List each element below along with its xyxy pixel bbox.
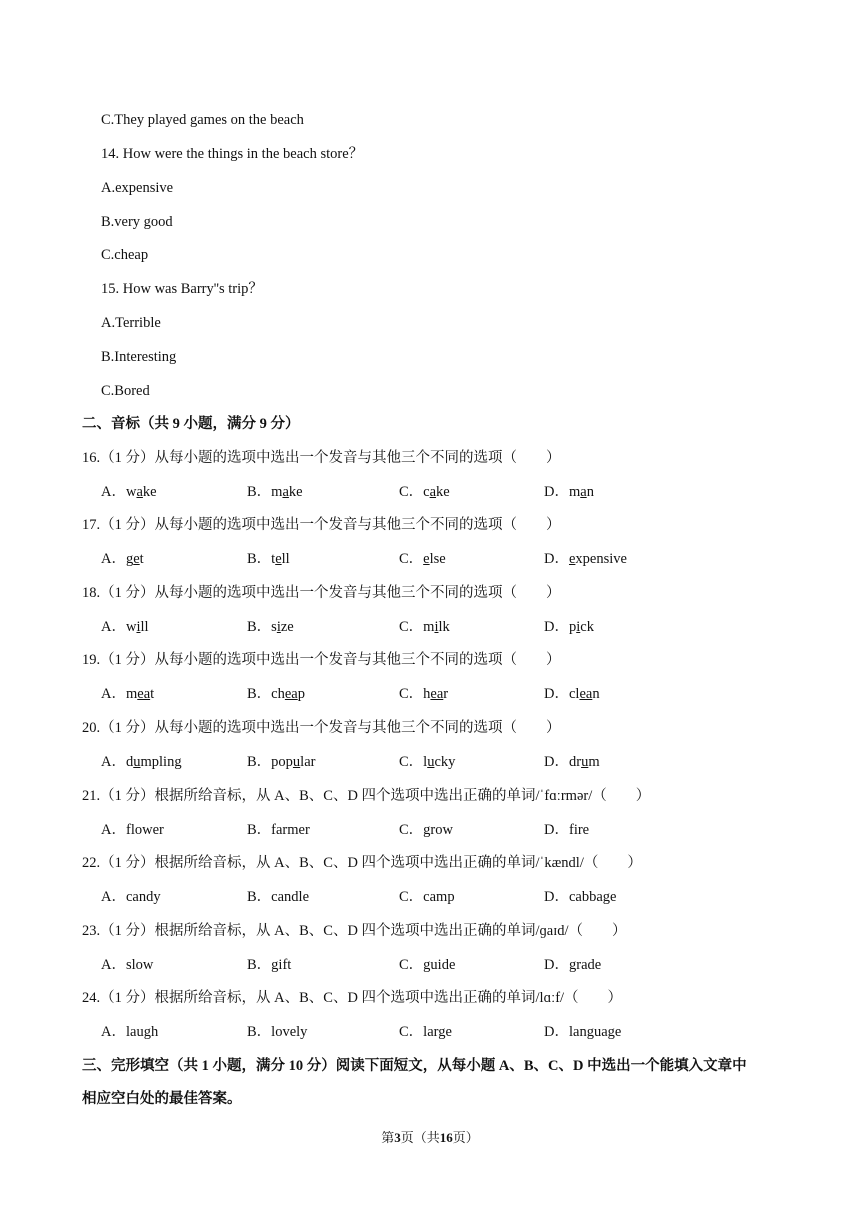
answer-option bbox=[544, 684, 600, 704]
footer-text: 第 bbox=[381, 1130, 395, 1145]
answer-option bbox=[247, 684, 305, 704]
option-label: D． bbox=[544, 822, 569, 838]
question-stem: 20.（1 分）从每小题的选项中选出一个发音与其他三个不同的选项（ ） bbox=[82, 720, 561, 736]
page-number: 3 bbox=[394, 1130, 401, 1145]
option-label: D． bbox=[544, 686, 569, 702]
option-word-part: gift bbox=[271, 957, 292, 973]
question-line: 14. How were the things in the beach store？ bbox=[101, 146, 364, 162]
answer-option bbox=[399, 955, 455, 975]
answer-option bbox=[399, 820, 453, 840]
answer-option bbox=[247, 752, 315, 772]
option-label: A． bbox=[101, 619, 126, 635]
answer-option bbox=[101, 955, 153, 975]
option-label: C． bbox=[399, 551, 424, 567]
underlined-letters: i bbox=[576, 619, 581, 635]
option-word-part: lse bbox=[429, 551, 446, 567]
question-line: C.Bored bbox=[101, 383, 150, 399]
option-word-part: ck bbox=[580, 619, 594, 635]
question-line: B.Interesting bbox=[101, 349, 177, 365]
option-word-part: m bbox=[568, 484, 581, 500]
option-label: C． bbox=[399, 619, 424, 635]
option-word-part: t bbox=[139, 551, 144, 567]
footer-text: 页（共 bbox=[400, 1130, 440, 1145]
option-label: B． bbox=[247, 889, 272, 905]
option-word-part: g bbox=[125, 551, 134, 567]
option-word-part: ke bbox=[288, 484, 303, 500]
option-label: C． bbox=[399, 1024, 424, 1040]
answer-option bbox=[399, 752, 455, 772]
option-label: C． bbox=[399, 822, 424, 838]
option-word-part: xpensive bbox=[575, 551, 627, 567]
underlined-letters: e bbox=[133, 551, 140, 567]
option-word-part: dr bbox=[568, 754, 582, 770]
option-label: B． bbox=[247, 822, 272, 838]
option-word-part: grade bbox=[568, 957, 602, 973]
underlined-letters: a bbox=[580, 484, 587, 500]
option-word-part: ze bbox=[280, 619, 294, 635]
option-label: D． bbox=[544, 551, 569, 567]
answer-option bbox=[247, 617, 294, 637]
underlined-letters: ea bbox=[579, 686, 593, 702]
answer-option bbox=[101, 820, 164, 840]
question-line: C.cheap bbox=[101, 247, 149, 263]
option-label: B． bbox=[247, 957, 272, 973]
option-word-part: m bbox=[271, 484, 283, 500]
answer-option bbox=[247, 1022, 307, 1042]
answer-option bbox=[247, 887, 309, 907]
answer-option bbox=[544, 549, 627, 569]
answer-option bbox=[101, 1022, 158, 1042]
option-word-part: p bbox=[297, 686, 305, 702]
question-stem: 23.（1 分）根据所给音标，从 A、B、C、D 四个选项中选出正确的单词/ɡaɪd/（ ） bbox=[82, 923, 627, 939]
option-word-part: candy bbox=[125, 889, 161, 905]
option-label: D． bbox=[544, 957, 569, 973]
answer-option bbox=[544, 1022, 621, 1042]
option-word-part: grow bbox=[423, 822, 453, 838]
option-label: B． bbox=[247, 1024, 272, 1040]
answer-option bbox=[101, 617, 149, 637]
option-word-part: m bbox=[423, 619, 435, 635]
option-label: A． bbox=[101, 1024, 126, 1040]
option-word-part: w bbox=[125, 619, 137, 635]
option-word-part: farmer bbox=[271, 822, 310, 838]
underlined-letters: u bbox=[581, 754, 589, 770]
question-stem: 21.（1 分）根据所给音标，从 A、B、C、D 四个选项中选出正确的单词/ˈfɑːrmər/（ ） bbox=[82, 788, 651, 804]
option-word-part: laugh bbox=[125, 1024, 159, 1040]
answer-option bbox=[544, 820, 589, 840]
answer-option bbox=[101, 887, 161, 907]
option-word-part: l bbox=[423, 754, 428, 770]
option-label: A． bbox=[101, 889, 126, 905]
question-line: 15. How was Barry''s trip？ bbox=[101, 281, 263, 297]
answer-option bbox=[399, 887, 455, 907]
section-heading: 二、音标（共 9 小题，满分 9 分） bbox=[82, 416, 300, 432]
underlined-letters: u bbox=[133, 754, 141, 770]
underlined-letters: u bbox=[427, 754, 435, 770]
question-stem: 19.（1 分）从每小题的选项中选出一个发音与其他三个不同的选项（ ） bbox=[82, 652, 561, 668]
option-word-part: n bbox=[592, 686, 600, 702]
option-label: B． bbox=[247, 686, 272, 702]
option-label: A． bbox=[101, 551, 126, 567]
answer-option bbox=[101, 549, 144, 569]
underlined-letters: a bbox=[429, 484, 437, 500]
option-word-part: t bbox=[271, 551, 276, 567]
answer-option bbox=[247, 820, 310, 840]
option-word-part: guide bbox=[423, 957, 456, 973]
answer-option bbox=[399, 617, 450, 637]
option-word-part: w bbox=[125, 484, 137, 500]
option-label: C． bbox=[399, 754, 424, 770]
answer-option bbox=[544, 617, 594, 637]
option-label: B． bbox=[247, 551, 272, 567]
option-word-part: pop bbox=[271, 754, 293, 770]
underlined-letters: a bbox=[282, 484, 289, 500]
answer-option bbox=[399, 684, 448, 704]
option-word-part: m bbox=[588, 754, 600, 770]
underlined-letters: u bbox=[292, 754, 301, 770]
question-stem: 22.（1 分）根据所给音标，从 A、B、C、D 四个选项中选出正确的单词/ˈkændl/（ ） bbox=[82, 855, 642, 871]
option-word-part: r bbox=[443, 686, 449, 702]
option-word-part: ll bbox=[281, 551, 290, 567]
option-label: D． bbox=[544, 889, 569, 905]
question-line: B.very good bbox=[101, 214, 173, 230]
option-word-part: ll bbox=[140, 619, 149, 635]
question-line: C.They played games on the beach bbox=[101, 112, 304, 128]
underlined-letters: i bbox=[434, 619, 439, 635]
answer-option bbox=[399, 482, 450, 502]
option-word-part: fire bbox=[568, 822, 590, 838]
option-label: A． bbox=[101, 822, 126, 838]
option-label: D． bbox=[544, 754, 569, 770]
option-word-part: ke bbox=[142, 484, 157, 500]
question-line: A.expensive bbox=[101, 180, 174, 196]
option-label: B． bbox=[247, 619, 272, 635]
option-label: D． bbox=[544, 1024, 569, 1040]
option-word-part: ch bbox=[271, 686, 285, 702]
answer-option bbox=[101, 752, 182, 772]
option-word-part: s bbox=[271, 619, 277, 635]
underlined-letters: ea bbox=[137, 686, 151, 702]
option-word-part: m bbox=[125, 686, 138, 702]
option-label: D． bbox=[544, 484, 569, 500]
option-label: C． bbox=[399, 484, 424, 500]
underlined-letters: ea bbox=[430, 686, 444, 702]
answer-option bbox=[247, 482, 303, 502]
option-label: D． bbox=[544, 619, 569, 635]
option-label: A． bbox=[101, 484, 126, 500]
answer-option bbox=[399, 1022, 452, 1042]
option-word-part: lar bbox=[300, 754, 316, 770]
option-word-part: t bbox=[150, 686, 155, 702]
option-word-part: n bbox=[586, 484, 594, 500]
option-label: C． bbox=[399, 889, 424, 905]
section-heading: 三、完形填空（共 1 小题，满分 10 分）阅读下面短文，从每小题 A、B、C、D 中选出一个能填入文章中 bbox=[82, 1058, 747, 1074]
option-word-part: c bbox=[423, 484, 430, 500]
answer-option bbox=[101, 684, 154, 704]
section-heading-continued: 相应空白处的最佳答案。 bbox=[82, 1091, 242, 1107]
answer-option bbox=[399, 549, 446, 569]
option-word-part: slow bbox=[125, 957, 154, 973]
answer-option bbox=[544, 482, 594, 502]
option-word-part: candle bbox=[271, 889, 310, 905]
question-line: A.Terrible bbox=[101, 315, 161, 331]
answer-option bbox=[544, 955, 601, 975]
option-word-part: camp bbox=[423, 889, 455, 905]
option-label: C． bbox=[399, 957, 424, 973]
answer-option bbox=[544, 752, 600, 772]
option-word-part: cabbage bbox=[568, 889, 617, 905]
option-word-part: d bbox=[125, 754, 134, 770]
underlined-letters: i bbox=[276, 619, 281, 635]
option-label: B． bbox=[247, 484, 272, 500]
underlined-letters: i bbox=[136, 619, 141, 635]
footer-text: 页） bbox=[452, 1130, 479, 1145]
underlined-letters: e bbox=[275, 551, 282, 567]
option-label: C． bbox=[399, 686, 424, 702]
question-stem: 16.（1 分）从每小题的选项中选出一个发音与其他三个不同的选项（ ） bbox=[82, 450, 561, 466]
option-word-part: lk bbox=[438, 619, 450, 635]
option-word-part: cl bbox=[568, 686, 580, 702]
option-word-part: cky bbox=[434, 754, 456, 770]
option-word-part: h bbox=[423, 686, 431, 702]
option-label: A． bbox=[101, 957, 126, 973]
underlined-letters: a bbox=[136, 484, 143, 500]
option-word-part: ke bbox=[436, 484, 450, 500]
answer-option bbox=[544, 887, 616, 907]
option-label: B． bbox=[247, 754, 272, 770]
underlined-letters: e bbox=[423, 551, 430, 567]
answer-option bbox=[247, 549, 290, 569]
option-word-part: language bbox=[568, 1024, 622, 1040]
option-word-part: mpling bbox=[140, 754, 182, 770]
underlined-letters: e bbox=[568, 551, 576, 567]
page-footer bbox=[0, 1127, 860, 1146]
option-word-part: p bbox=[568, 619, 577, 635]
option-label: A． bbox=[101, 754, 126, 770]
option-word-part: large bbox=[423, 1024, 452, 1040]
question-stem: 18.（1 分）从每小题的选项中选出一个发音与其他三个不同的选项（ ） bbox=[82, 585, 561, 601]
question-stem: 24.（1 分）根据所给音标，从 A、B、C、D 四个选项中选出正确的单词/lɑːf/（ ） bbox=[82, 990, 623, 1006]
option-word-part: lovely bbox=[271, 1024, 308, 1040]
option-word-part: flower bbox=[125, 822, 164, 838]
total-pages: 16 bbox=[439, 1130, 453, 1145]
answer-option bbox=[101, 482, 157, 502]
answer-option bbox=[247, 955, 291, 975]
option-label: A． bbox=[101, 686, 126, 702]
question-stem: 17.（1 分）从每小题的选项中选出一个发音与其他三个不同的选项（ ） bbox=[82, 517, 561, 533]
underlined-letters: ea bbox=[284, 686, 298, 702]
